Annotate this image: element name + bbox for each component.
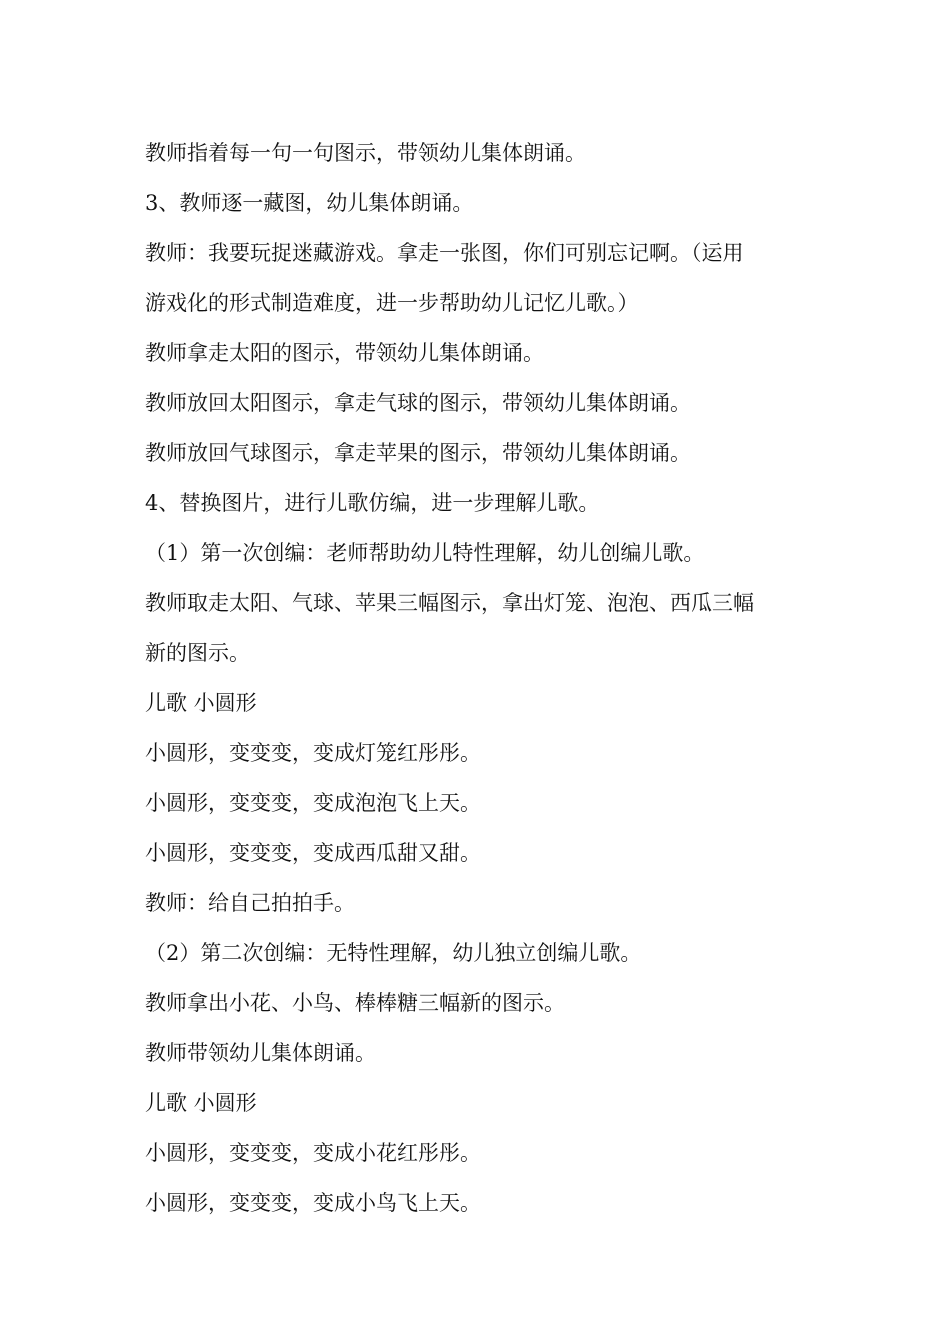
paragraph-line: 新的图示。: [145, 641, 250, 665]
paragraph-line: 教师：我要玩捉迷藏游戏。拿走一张图，你们可别忘记啊。（运用: [145, 241, 744, 265]
poem-line: 小圆形，变变变，变成小花红彤彤。: [145, 1141, 481, 1165]
paragraph-line: 3、教师逐一藏图，幼儿集体朗诵。: [145, 191, 474, 215]
paragraph-line: 教师拿出小花、小鸟、棒棒糖三幅新的图示。: [145, 991, 565, 1015]
poem-line: 小圆形，变变变，变成泡泡飞上天。: [145, 791, 481, 815]
paragraph-line: 教师放回太阳图示，拿走气球的图示，带领幼儿集体朗诵。: [145, 391, 691, 415]
paragraph-line: 教师取走太阳、气球、苹果三幅图示，拿出灯笼、泡泡、西瓜三幅: [145, 591, 754, 615]
poem-line: 小圆形，变变变，变成西瓜甜又甜。: [145, 841, 481, 865]
document-body: [145, 128, 825, 1228]
paragraph-line: （1）第一次创编：老师帮助幼儿特性理解，幼儿创编儿歌。: [145, 541, 705, 565]
paragraph-line: 教师拿走太阳的图示，带领幼儿集体朗诵。: [145, 341, 544, 365]
poem-title: 儿歌 小圆形: [145, 1091, 257, 1115]
poem-title: 儿歌 小圆形: [145, 691, 257, 715]
paragraph-line: 4、替换图片，进行儿歌仿编，进一步理解儿歌。: [145, 491, 600, 515]
poem-line: 小圆形，变变变，变成小鸟飞上天。: [145, 1191, 481, 1215]
paragraph-line: （2）第二次创编：无特性理解，幼儿独立创编儿歌。: [145, 941, 642, 965]
paragraph-line: 教师放回气球图示，拿走苹果的图示，带领幼儿集体朗诵。: [145, 441, 691, 465]
paragraph-line: 教师：给自己拍拍手。: [145, 891, 355, 915]
poem-line: 小圆形，变变变，变成灯笼红彤彤。: [145, 741, 481, 765]
paragraph-line: 教师指着每一句一句图示，带领幼儿集体朗诵。: [145, 141, 586, 165]
paragraph-line: 游戏化的形式制造难度，进一步帮助幼儿记忆儿歌。）: [145, 291, 639, 315]
paragraph-line: 教师带领幼儿集体朗诵。: [145, 1041, 376, 1065]
